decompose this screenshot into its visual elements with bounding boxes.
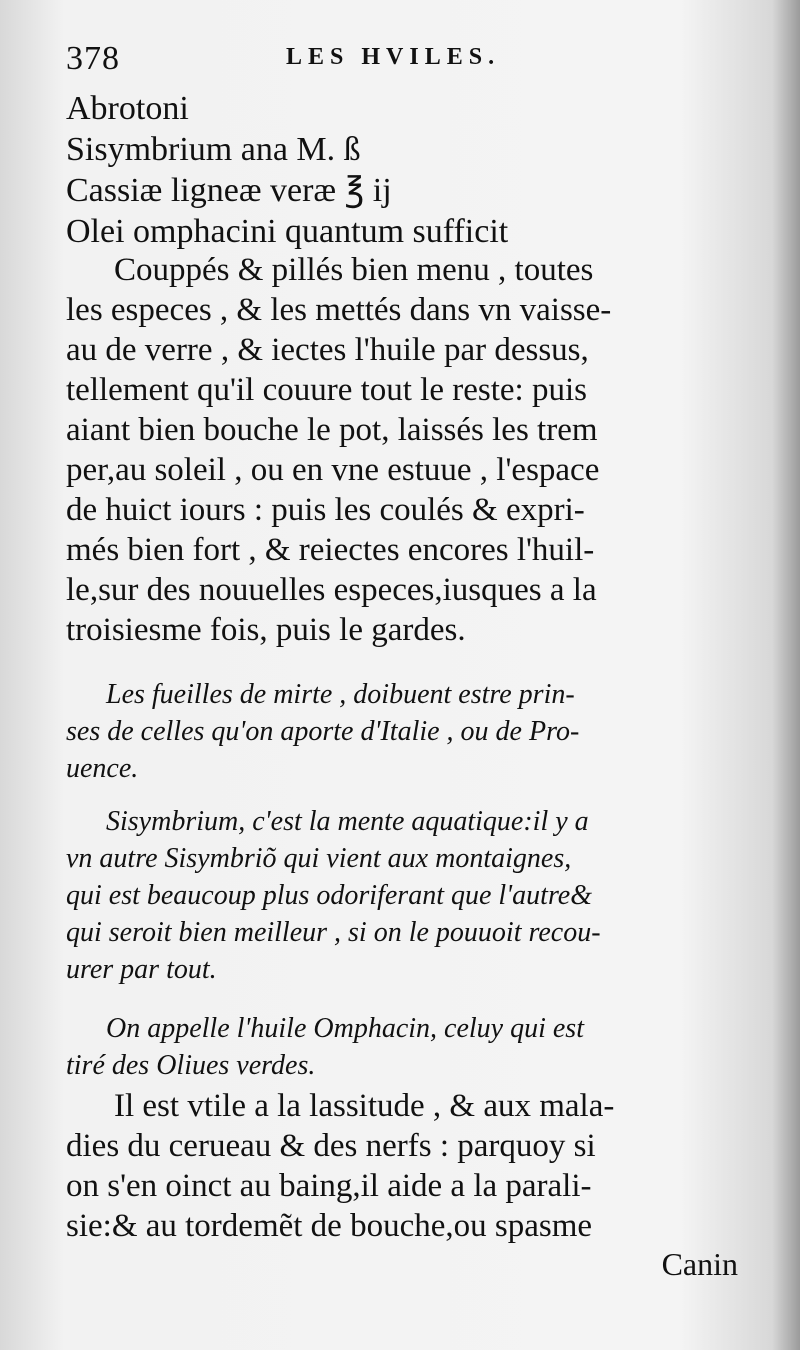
- text-line: urer par tout.: [66, 954, 217, 985]
- text-line: troisiesme fois, puis le gardes.: [66, 612, 466, 648]
- text-line: ses de celles qu'on aporte d'Italie , ou de Pro-: [66, 716, 580, 747]
- page-gutter-shadow: [772, 0, 800, 1350]
- text-line: le,sur des nouuelles especes,iusques a la: [66, 572, 597, 608]
- recipe-line: Abrotoni: [66, 90, 189, 127]
- text-line: les especes , & les mettés dans vn vaisse-: [66, 292, 612, 328]
- paragraph-uses: [66, 1086, 746, 1246]
- note-sisymbrium: [66, 803, 746, 988]
- text-line: Les fueilles de mirte , doibuent estre prin-: [106, 679, 575, 710]
- text-line: uence.: [66, 753, 139, 784]
- text-line: Sisymbrium, c'est la mente aquatique:il y a: [106, 806, 589, 837]
- text-line: tiré des Oliues verdes.: [66, 1050, 316, 1081]
- note-omphacin: [66, 1010, 746, 1084]
- text-line: sie:& au tordemẽt de bouche,ou spasme: [66, 1208, 593, 1244]
- text-line: vn autre Sisymbriõ qui vient aux montaignes,: [66, 843, 572, 874]
- text-line: dies du cerueau & des nerfs : parquoy si: [66, 1128, 596, 1164]
- text-line: On appelle l'huile Omphacin, celuy qui est: [106, 1013, 584, 1044]
- text-line: aiant bien bouche le pot, laissés les trem: [66, 412, 598, 448]
- text-line: au de verre , & iectes l'huile par dessus,: [66, 332, 589, 368]
- recipe-line: Sisymbrium ana M. ß: [66, 131, 361, 168]
- recipe-line: Olei omphacini quantum sufficit: [66, 213, 509, 250]
- recipe-ingredients: [66, 88, 766, 252]
- recipe-line: Cassiæ ligneæ veræ ℥ ij: [66, 172, 392, 209]
- page-number: 378: [66, 40, 120, 77]
- text-line: Il est vtile a la lassitude , & aux mala-: [114, 1088, 615, 1124]
- text-line: per,au soleil , ou en vne estuue , l'espace: [66, 452, 600, 488]
- text-line: de huict iours : puis les coulés & expri-: [66, 492, 585, 528]
- text-line: qui seroit bien meilleur , si on le pouuoit recou-: [66, 917, 601, 948]
- text-line: on s'en oinct au baing,il aide a la parali-: [66, 1168, 592, 1204]
- text-line: tellement qu'il couure tout le reste: puis: [66, 372, 587, 408]
- catchword: Canin: [661, 1246, 738, 1282]
- text-line: més bien fort , & reiectes encores l'huil-: [66, 532, 595, 568]
- text-line: qui est beaucoup plus odoriferant que l'autre&: [66, 880, 593, 911]
- running-head: LES HVILES.: [286, 44, 501, 70]
- text-line: Couppés & pillés bien menu , toutes: [114, 252, 594, 288]
- paragraph-preparation: [66, 250, 746, 650]
- page-header: [66, 40, 586, 80]
- note-myrtle: [66, 676, 746, 787]
